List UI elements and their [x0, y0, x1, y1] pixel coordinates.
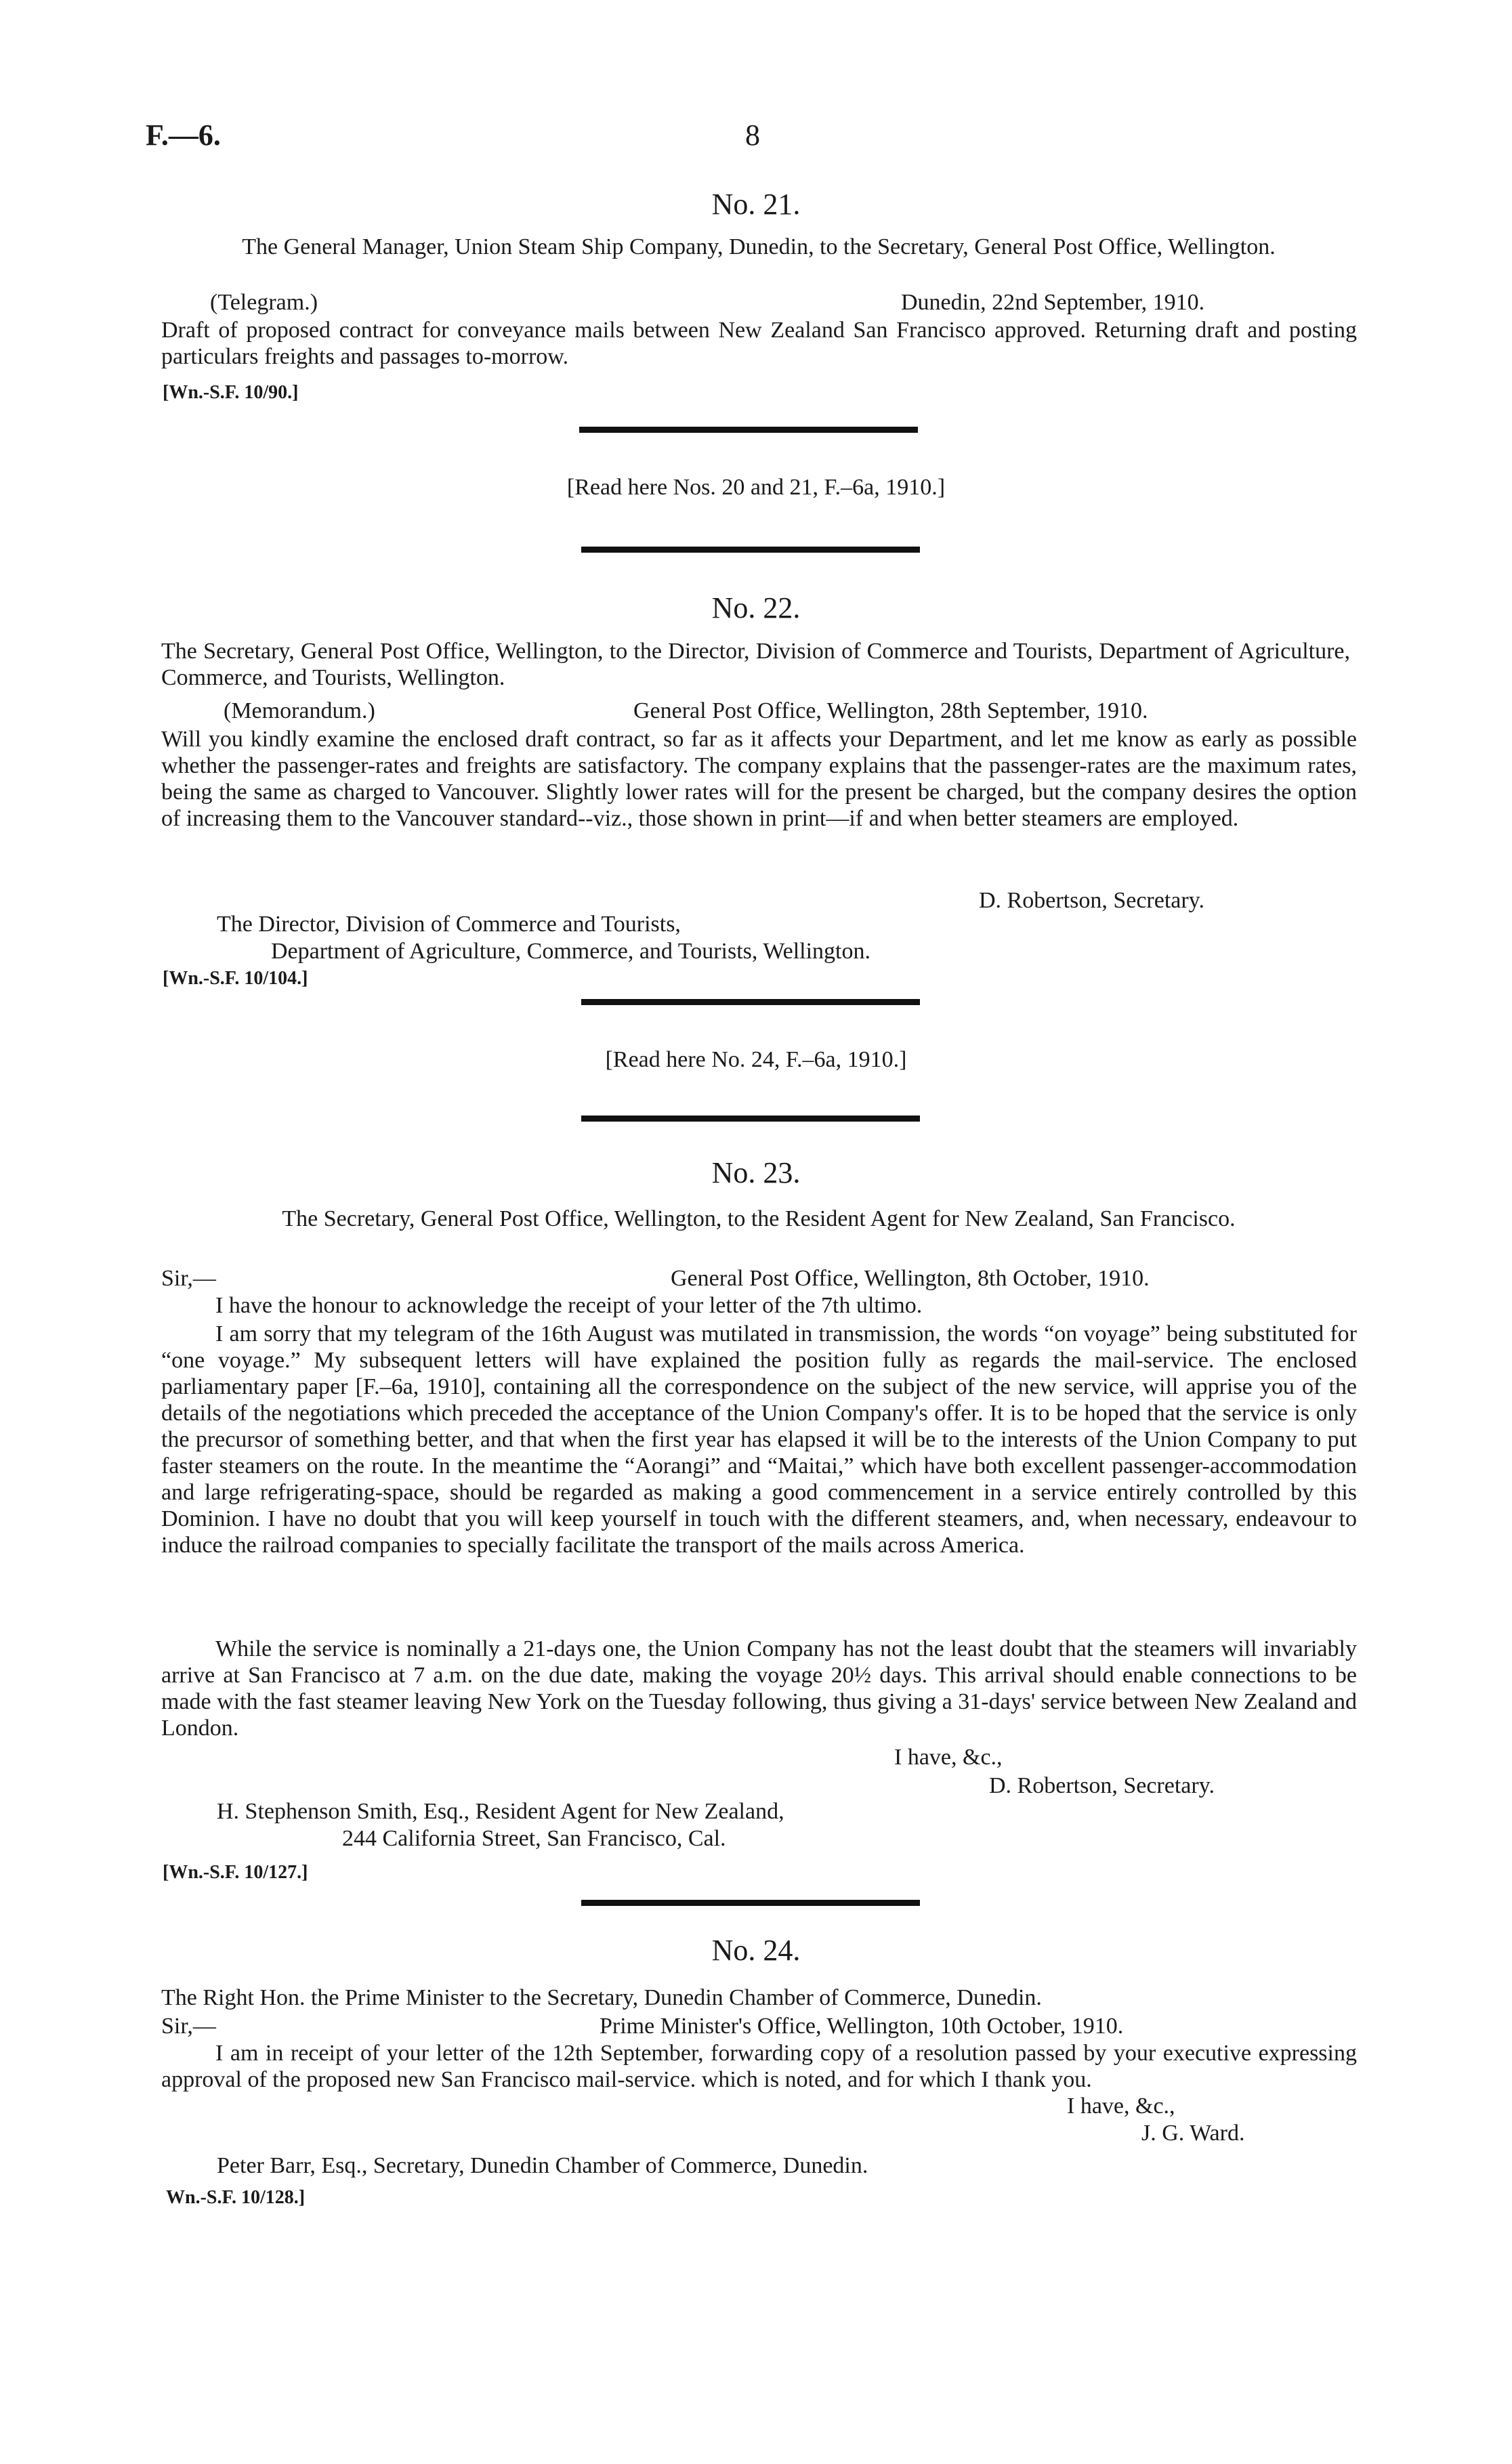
- divider-rule: [581, 999, 920, 1005]
- item-number-23: No. 23.: [711, 1156, 801, 1189]
- item-23-heading: The Secretary, General Post Office, Wellington, to the Resident Agent for New Zealand, San Francisco.: [282, 1206, 1236, 1231]
- item-23-paragraph-2: I am sorry that my telegram of the 16th August was mutilated in transmission, the words “on voyage” being substituted for “one voyage.” My subsequent letters will have explained the position fully as regards the mail-service. The enclosed parliamentary paper [F.–6a, 1910], containing all the correspondence on the subject of the new service, will apprise you of the details of the negotiations which preceded the acceptance of the Union Company's offer. It is to be hoped that the service is only the precursor of something better, and that when the first year has elapsed it will be to the interests of the Union Company to put faster steamers on the route. In the meantime the “Aorangi” and “Maitai,” which have both excellent passenger-accommodation and large refrigerating-space, should be regarded as making a good commencement in a service entirely controlled by this Dominion. I have no doubt that you will keep yourself in touch with the different steamers, and, when necessary, endeavour to induce the railroad companies to specially facilitate the transport of the mails across America.: [161, 1321, 1357, 1558]
- item-23-paragraph-3: While the service is nominally a 21-days one, the Union Company has not the least doubt that the steamers will invariably arrive at San Francisco at 7 a.m. on the due date, making the voyage 20½ days. This arrival should enable connections to be made with the fast steamer leaving New York on the Tuesday following, thus giving a 31-days' service between New Zealand and London.: [161, 1636, 1357, 1741]
- item-22-dateline: General Post Office, Wellington, 28th September, 1910.: [633, 698, 1148, 723]
- item-24-dateline: Prime Minister's Office, Wellington, 10th October, 1910.: [600, 2014, 1124, 2039]
- item-24-file-ref: Wn.-S.F. 10/128.]: [166, 2187, 306, 2208]
- item-number-22: No. 22.: [711, 591, 801, 624]
- item-24-heading: The Right Hon. the Prime Minister to the Secretary, Dunedin Chamber of Commerce, Dunedin.: [161, 1985, 1042, 2010]
- paper-reference: F.—6.: [146, 119, 221, 152]
- page-number: 8: [745, 119, 760, 152]
- item-23-signature: D. Robertson, Secretary.: [989, 1773, 1215, 1798]
- item-22-file-ref: [Wn.-S.F. 10/104.]: [163, 968, 308, 989]
- item-24-addressee: Peter Barr, Esq., Secretary, Dunedin Chamber of Commerce, Dunedin.: [217, 2153, 868, 2178]
- item-23-file-ref: [Wn.-S.F. 10/127.]: [163, 1862, 308, 1883]
- item-22-addressee-line-1: The Director, Division of Commerce and Tourists,: [217, 912, 681, 937]
- item-21-heading: The General Manager, Union Steam Ship Company, Dunedin, to the Secretary, General Post Office, Wellington.: [242, 234, 1276, 259]
- item-23-dateline: General Post Office, Wellington, 8th October, 1910.: [671, 1266, 1150, 1291]
- item-23-salutation: Sir,—: [161, 1266, 216, 1291]
- item-23-closing: I have, &c.,: [894, 1745, 1003, 1770]
- divider-rule: [581, 1900, 920, 1906]
- item-24-body: I am in receipt of your letter of the 12th September, forwarding copy of a resolution passed by your executive expressing approval of the proposed new San Francisco mail-service. which is noted, and for which I thank you.: [161, 2041, 1357, 2092]
- item-21-dateline: Dunedin, 22nd September, 1910.: [901, 290, 1205, 315]
- divider-rule: [581, 1116, 920, 1122]
- divider-rule: [579, 427, 918, 433]
- item-22-addressee-line-2: Department of Agriculture, Commerce, and Tourists, Wellington.: [271, 939, 870, 964]
- item-24-salutation: Sir,—: [161, 2014, 216, 2039]
- divider-rule: [581, 547, 920, 553]
- item-number-21: No. 21.: [711, 188, 801, 221]
- item-21-file-ref: [Wn.-S.F. 10/90.]: [163, 382, 299, 403]
- item-22-heading: The Secretary, General Post Office, Wellington, to the Director, Division of Commerce and Tourists, Department of Agriculture, Commerce, and Tourists, Wellington.: [161, 639, 1350, 690]
- read-here-note-2: [Read here No. 24, F.–6a, 1910.]: [605, 1047, 907, 1072]
- item-22-signature: D. Robertson, Secretary.: [979, 888, 1204, 913]
- item-21-telegram-label: (Telegram.): [210, 290, 318, 315]
- item-number-24: No. 24.: [711, 1934, 801, 1967]
- item-23-addressee-line-1: H. Stephenson Smith, Esq., Resident Agent for New Zealand,: [217, 1799, 784, 1824]
- item-21-body: Draft of proposed contract for conveyance mails between New Zealand San Francisco approved. Returning draft and posting particulars freights and passages to-morrow.: [161, 318, 1357, 369]
- item-24-closing: I have, &c.,: [1067, 2094, 1175, 2119]
- item-22-body: Will you kindly examine the enclosed draft contract, so far as it affects your Department, and let me know as early as possible whether the passenger-rates and freights are satisfactory. The company explains that the passenger-rates are the maximum rates, being the same as charged to Vancouver. Slightly lower rates will for the present be charged, but the company desires the option of increasing them to the Vancouver standard--viz., those shown in print—if and when better steamers are employed.: [161, 727, 1357, 831]
- item-23-addressee-line-2: 244 California Street, San Francisco, Cal.: [342, 1826, 726, 1851]
- item-22-memo-label: (Memorandum.): [224, 698, 375, 723]
- item-23-paragraph-1: I have the honour to acknowledge the receipt of your letter of the 7th ultimo.: [215, 1293, 923, 1318]
- item-24-signature: J. G. Ward.: [1141, 2121, 1245, 2146]
- read-here-note-1: [Read here Nos. 20 and 21, F.–6a, 1910.]: [566, 475, 946, 500]
